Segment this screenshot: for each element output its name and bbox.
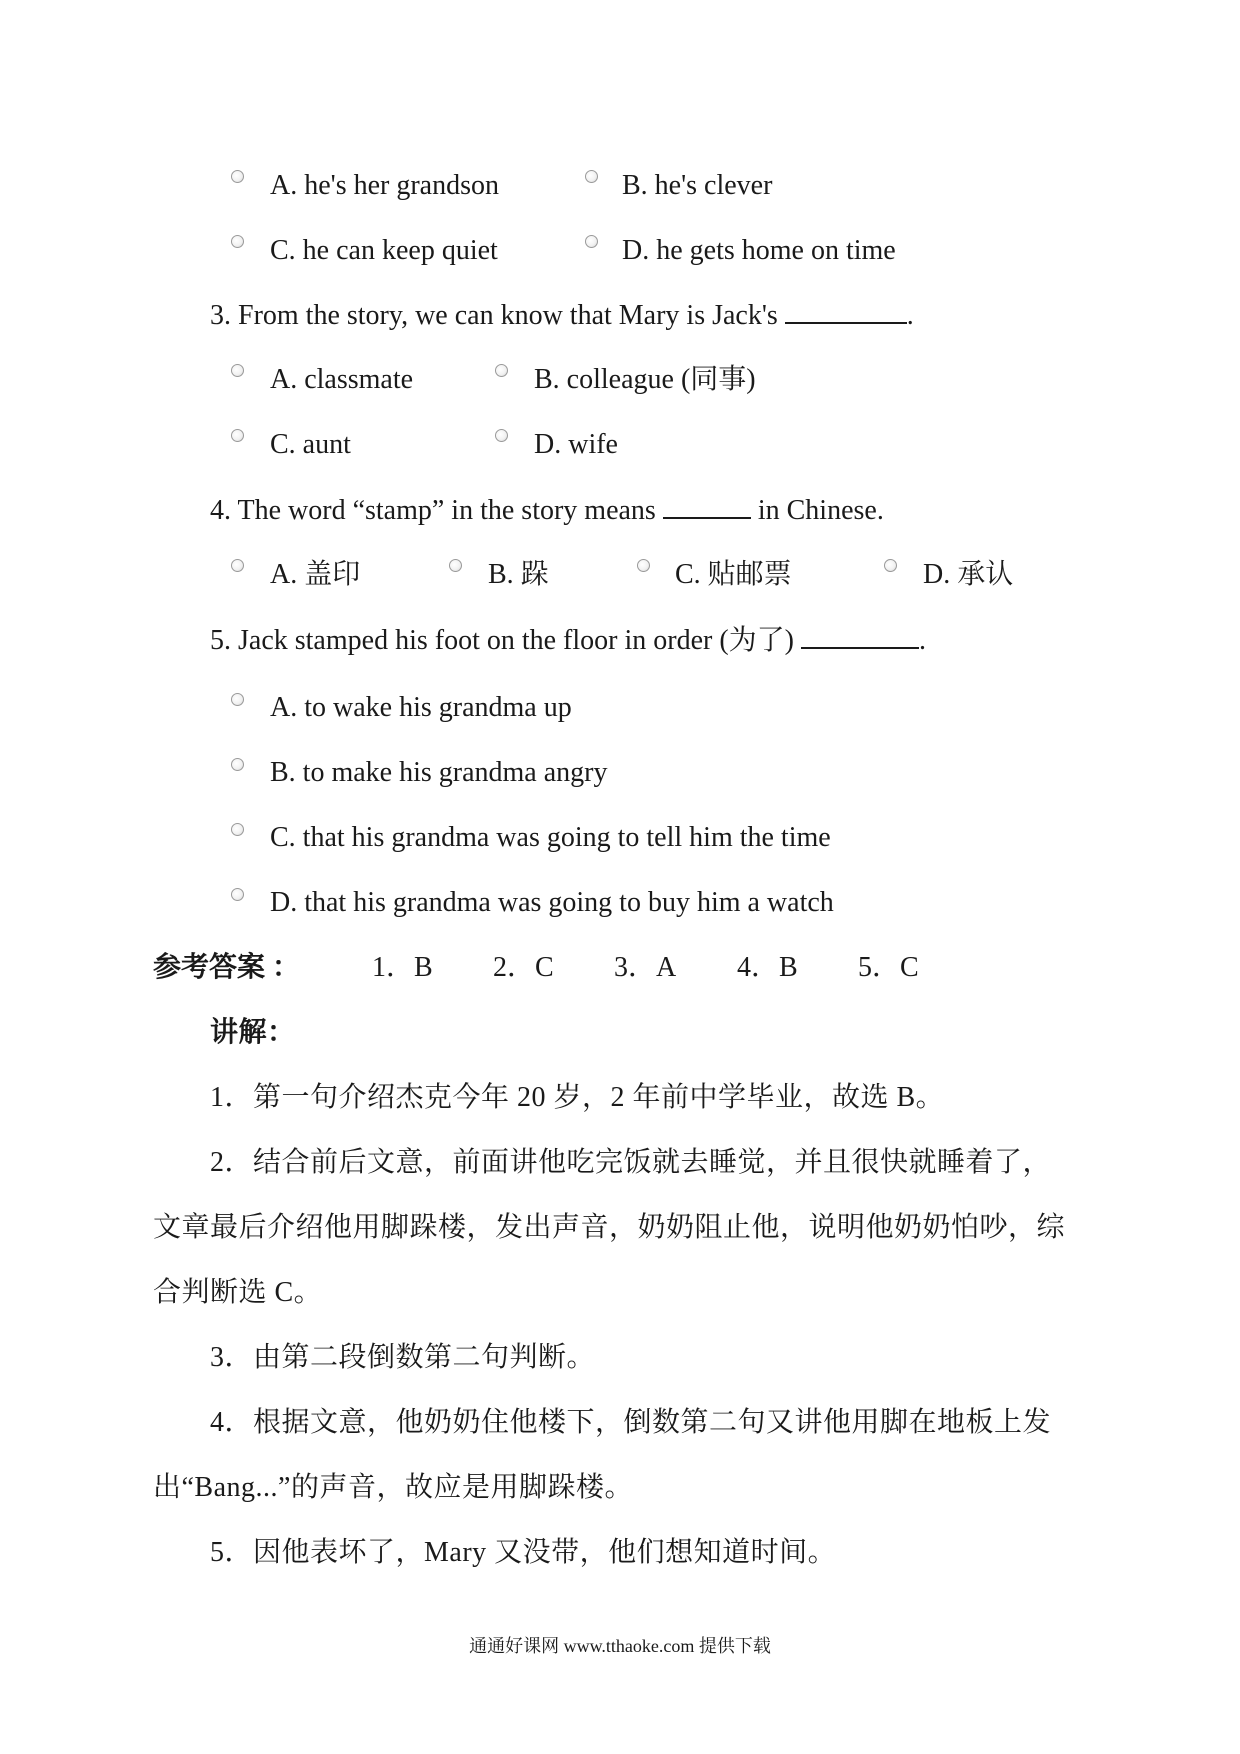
q3-option-b: B. colleague (同事) <box>534 364 756 395</box>
explanation-line: 5．因他表坏了，Mary 又没带，他们想知道时间。 <box>210 1537 837 1568</box>
explanation-line: 出“Bang...”的声音，故应是用脚跺楼。 <box>153 1472 633 1503</box>
q5-option-a: A. to wake his grandma up <box>270 692 572 723</box>
explanation-line: 3．由第二段倒数第二句判断。 <box>210 1342 596 1373</box>
radio-q5-d[interactable] <box>231 888 244 901</box>
radio-q4-a[interactable] <box>231 559 244 572</box>
radio-q5-c[interactable] <box>231 823 244 836</box>
answer-3: 3．A <box>614 952 677 983</box>
explanation-line: 合判断选 C。 <box>153 1277 323 1308</box>
q5-option-d: D. that his grandma was going to buy him a watch <box>270 887 834 918</box>
radio-q3-d[interactable] <box>495 429 508 442</box>
q2-option-c: C. he can keep quiet <box>270 235 498 266</box>
question-3 <box>210 296 914 334</box>
q2-option-a: A. he's her grandson <box>270 170 499 201</box>
answer-2: 2．C <box>493 952 554 983</box>
explanation-line: 文章最后介绍他用脚跺楼，发出声音，奶奶阻止他，说明他奶奶怕吵，综 <box>153 1212 1066 1243</box>
q3-option-a: A. classmate <box>270 364 414 395</box>
explanation-line: 2．结合前后文意，前面讲他吃完饭就去睡觉，并且很快就睡着了， <box>210 1147 1052 1178</box>
question-3-text: 3. From the story, we can know that Mary is Jack's <box>210 300 778 331</box>
radio-q5-b[interactable] <box>231 758 244 771</box>
radio-q2-a[interactable] <box>231 170 244 183</box>
explanation-line: 4．根据文意，他奶奶住他楼下，倒数第二句又讲他用脚在地板上发 <box>210 1407 1052 1438</box>
radio-q4-d[interactable] <box>884 559 897 572</box>
question-4-text: 4. The word “stamp” in the story means <box>210 495 656 526</box>
question-5 <box>210 621 926 659</box>
q2-option-d: D. he gets home on time <box>622 235 896 266</box>
radio-q2-c[interactable] <box>231 235 244 248</box>
radio-q3-b[interactable] <box>495 364 508 377</box>
question-5-text: 5. Jack stamped his foot on the floor in order (为了) <box>210 625 794 656</box>
q3-option-c: C. aunt <box>270 429 351 460</box>
radio-q4-c[interactable] <box>637 559 650 572</box>
question-4-suffix: in Chinese. <box>757 495 884 526</box>
radio-q2-b[interactable] <box>585 170 598 183</box>
q4-option-d: D. 承认 <box>923 559 1014 590</box>
q3-option-d: D. wife <box>534 429 618 460</box>
footer-credit: 通通好课网 www.tthaoke.com 提供下载 <box>469 1636 771 1656</box>
q4-option-c: C. 贴邮票 <box>675 559 792 590</box>
answer-blank <box>663 491 751 519</box>
answer-1: 1．B <box>372 952 433 983</box>
explanation-heading: 讲解： <box>210 1017 296 1048</box>
q5-option-c: C. that his grandma was going to tell him the time <box>270 822 831 853</box>
q4-option-a: A. 盖印 <box>270 559 361 590</box>
answer-5: 5．C <box>858 952 919 983</box>
q4-option-b: B. 跺 <box>488 559 549 590</box>
question-4 <box>210 491 884 529</box>
answers-label: 参考答案 ： <box>153 952 301 983</box>
radio-q3-a[interactable] <box>231 364 244 377</box>
answer-4: 4．B <box>737 952 798 983</box>
radio-q4-b[interactable] <box>449 559 462 572</box>
answer-blank <box>801 621 919 649</box>
explanation-line: 1．第一句介绍杰克今年 20 岁，2 年前中学毕业，故选 B。 <box>210 1082 945 1113</box>
answer-blank <box>785 296 907 324</box>
radio-q2-d[interactable] <box>585 235 598 248</box>
question-3-suffix: . <box>906 300 914 331</box>
question-5-suffix: . <box>918 625 926 656</box>
q2-option-b: B. he's clever <box>622 170 773 201</box>
radio-q5-a[interactable] <box>231 693 244 706</box>
q5-option-b: B. to make his grandma angry <box>270 757 608 788</box>
radio-q3-c[interactable] <box>231 429 244 442</box>
